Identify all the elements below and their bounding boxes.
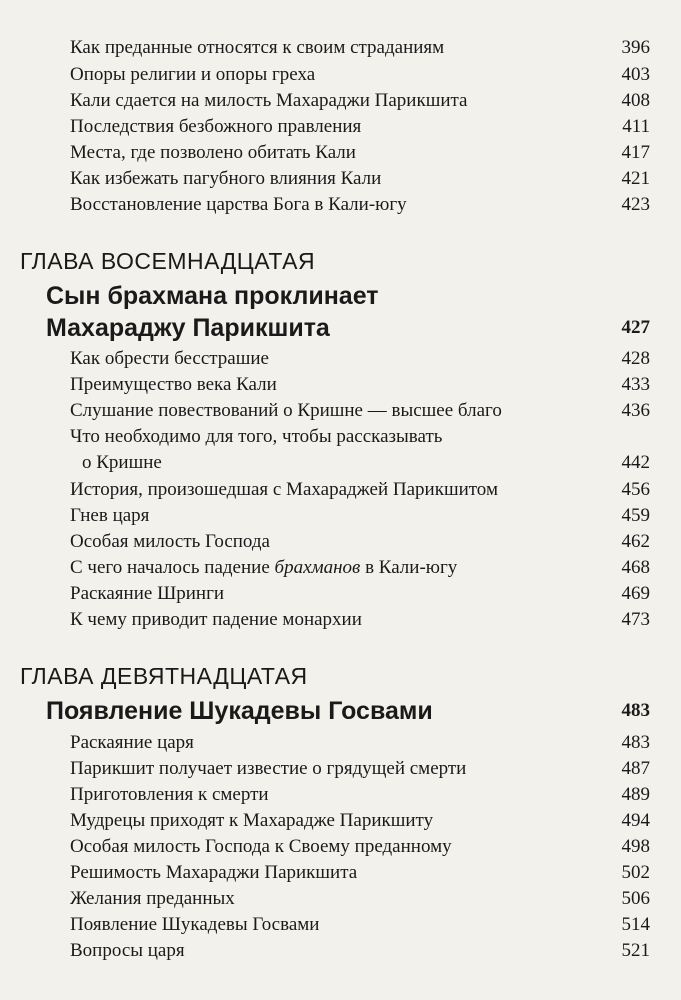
toc-entry-page: 489 — [621, 784, 650, 805]
toc-entry-title: Слушание повествований о Кришне — высшее благо — [70, 400, 502, 421]
toc-entry-page: 411 — [622, 116, 650, 137]
toc-entry-title: Вопросы царя — [70, 940, 185, 961]
toc-entry — [70, 166, 650, 192]
toc-entry-page: 487 — [621, 758, 650, 779]
toc-entry — [70, 860, 650, 886]
toc-entry-title: Как избежать пагубного влияния Кали — [70, 168, 382, 189]
chapter-title — [46, 311, 650, 345]
toc-entry — [70, 912, 650, 938]
toc-entry — [70, 938, 650, 964]
toc-entry — [70, 114, 650, 140]
chapter-title — [46, 279, 650, 313]
toc-entry-title-part: С чего началось падение — [70, 557, 275, 578]
toc-entry-title — [70, 555, 457, 581]
toc-entry — [70, 834, 650, 860]
toc-entry-page: 421 — [621, 168, 650, 189]
toc-entry — [70, 886, 650, 912]
toc-entry-page: 462 — [621, 531, 650, 552]
toc-entry — [70, 782, 650, 808]
toc-entry-title: Опоры религии и опоры греха — [70, 64, 316, 85]
toc-entry-page: 483 — [621, 732, 650, 753]
toc-entry — [70, 346, 650, 372]
toc-entry — [70, 398, 650, 424]
toc-entry-page: 498 — [621, 836, 650, 857]
toc-entry — [70, 529, 650, 555]
toc-entry — [70, 372, 650, 398]
toc-entry — [70, 450, 650, 476]
toc-entry-title: Места, где позволено обитать Кали — [70, 142, 356, 163]
toc-entry — [70, 192, 650, 218]
toc-entry-title: Раскаяние Шринги — [70, 583, 225, 604]
toc-entry-title: Восстановление царства Бога в Кали-югу — [70, 194, 407, 215]
toc-entry-title: Парикшит получает известие о грядущей смерти — [70, 758, 467, 779]
toc-entry — [70, 477, 650, 503]
chapter-title-line: Махараджу Парикшита — [46, 314, 330, 342]
chapter-title-line: Сын брахмана проклинает — [46, 282, 379, 310]
toc-entry — [70, 730, 650, 756]
toc-entry — [70, 88, 650, 114]
chapter-heading: ГЛАВА ВОСЕМНАДЦАТАЯ — [20, 248, 316, 274]
toc-entry-title: Мудрецы приходят к Махарадже Парикшиту — [70, 810, 434, 831]
toc-entry-page: 514 — [621, 914, 650, 935]
toc-entry-title: Особая милость Господа к Своему преданному — [70, 836, 452, 857]
toc-entry-page: 417 — [621, 142, 650, 163]
toc-entry-page: 433 — [621, 374, 650, 395]
toc-entry-page: 428 — [621, 348, 650, 369]
toc-entry — [70, 555, 650, 581]
toc-entry — [70, 756, 650, 782]
toc-entry-title: Особая милость Господа — [70, 531, 270, 552]
toc-entry-page: 403 — [621, 64, 650, 85]
toc-entry — [70, 581, 650, 607]
toc-entry-title: Решимость Махараджи Парикшита — [70, 862, 358, 883]
toc-entry-title-part: в Кали-югу — [360, 557, 458, 578]
toc-entry-page: 473 — [621, 609, 650, 630]
toc-entry-title: К чему приводит падение монархии — [70, 609, 362, 630]
toc-entry — [70, 35, 650, 61]
toc-entry-page: 408 — [621, 90, 650, 111]
chapter-heading: ГЛАВА ДЕВЯТНАДЦАТАЯ — [20, 663, 308, 689]
chapter-title — [46, 694, 650, 728]
toc-entry-page: 469 — [621, 583, 650, 604]
toc-entry-title: Появление Шукадевы Госвами — [70, 914, 320, 935]
toc-entry-page: 521 — [621, 940, 650, 961]
toc-entry-title: История, произошедшая с Махараджей Парикшитом — [70, 479, 498, 500]
toc-entry — [70, 140, 650, 166]
toc-entry-title: Гнев царя — [70, 505, 150, 526]
toc-entry-page: 423 — [621, 194, 650, 215]
toc-entry-title: Кали сдается на милость Махараджи Парикшита — [70, 90, 468, 111]
toc-entry-page: 502 — [621, 862, 650, 883]
toc-entry-title: Как обрести бесстрашие — [70, 348, 269, 369]
toc-entry-title: Желания преданных — [70, 888, 235, 909]
toc-entry-title: Раскаяние царя — [70, 732, 194, 753]
toc-entry-title: Приготовления к смерти — [70, 784, 269, 805]
chapter-page: 483 — [621, 700, 650, 721]
chapter-title-line: Появление Шукадевы Госвами — [46, 697, 433, 725]
toc-entry — [70, 62, 650, 88]
toc-entry-page: 494 — [621, 810, 650, 831]
toc-entry-title: Последствия безбожного правления — [70, 116, 362, 137]
toc-entry-title: Как преданные относятся к своим страданиям — [70, 37, 445, 58]
toc-entry-title: Преимущество века Кали — [70, 374, 277, 395]
toc-entry — [70, 607, 650, 633]
toc-entry-page: 459 — [621, 505, 650, 526]
toc-entry-title-emphasis: брахманов — [274, 557, 361, 578]
toc-entry-page: 456 — [621, 479, 650, 500]
toc-entry — [70, 503, 650, 529]
toc-entry-page: 442 — [621, 452, 650, 473]
toc-entry — [70, 808, 650, 834]
toc-entry-page: 396 — [621, 37, 650, 58]
toc-entry — [70, 424, 650, 450]
toc-entry-page: 468 — [621, 557, 650, 578]
toc-entry-page: 506 — [621, 888, 650, 909]
chapter-page: 427 — [621, 317, 650, 338]
toc-entry-title: Что необходимо для того, чтобы рассказывать — [70, 426, 443, 447]
toc-entry-page: 436 — [621, 400, 650, 421]
toc-entry-title: о Кришне — [82, 452, 162, 473]
